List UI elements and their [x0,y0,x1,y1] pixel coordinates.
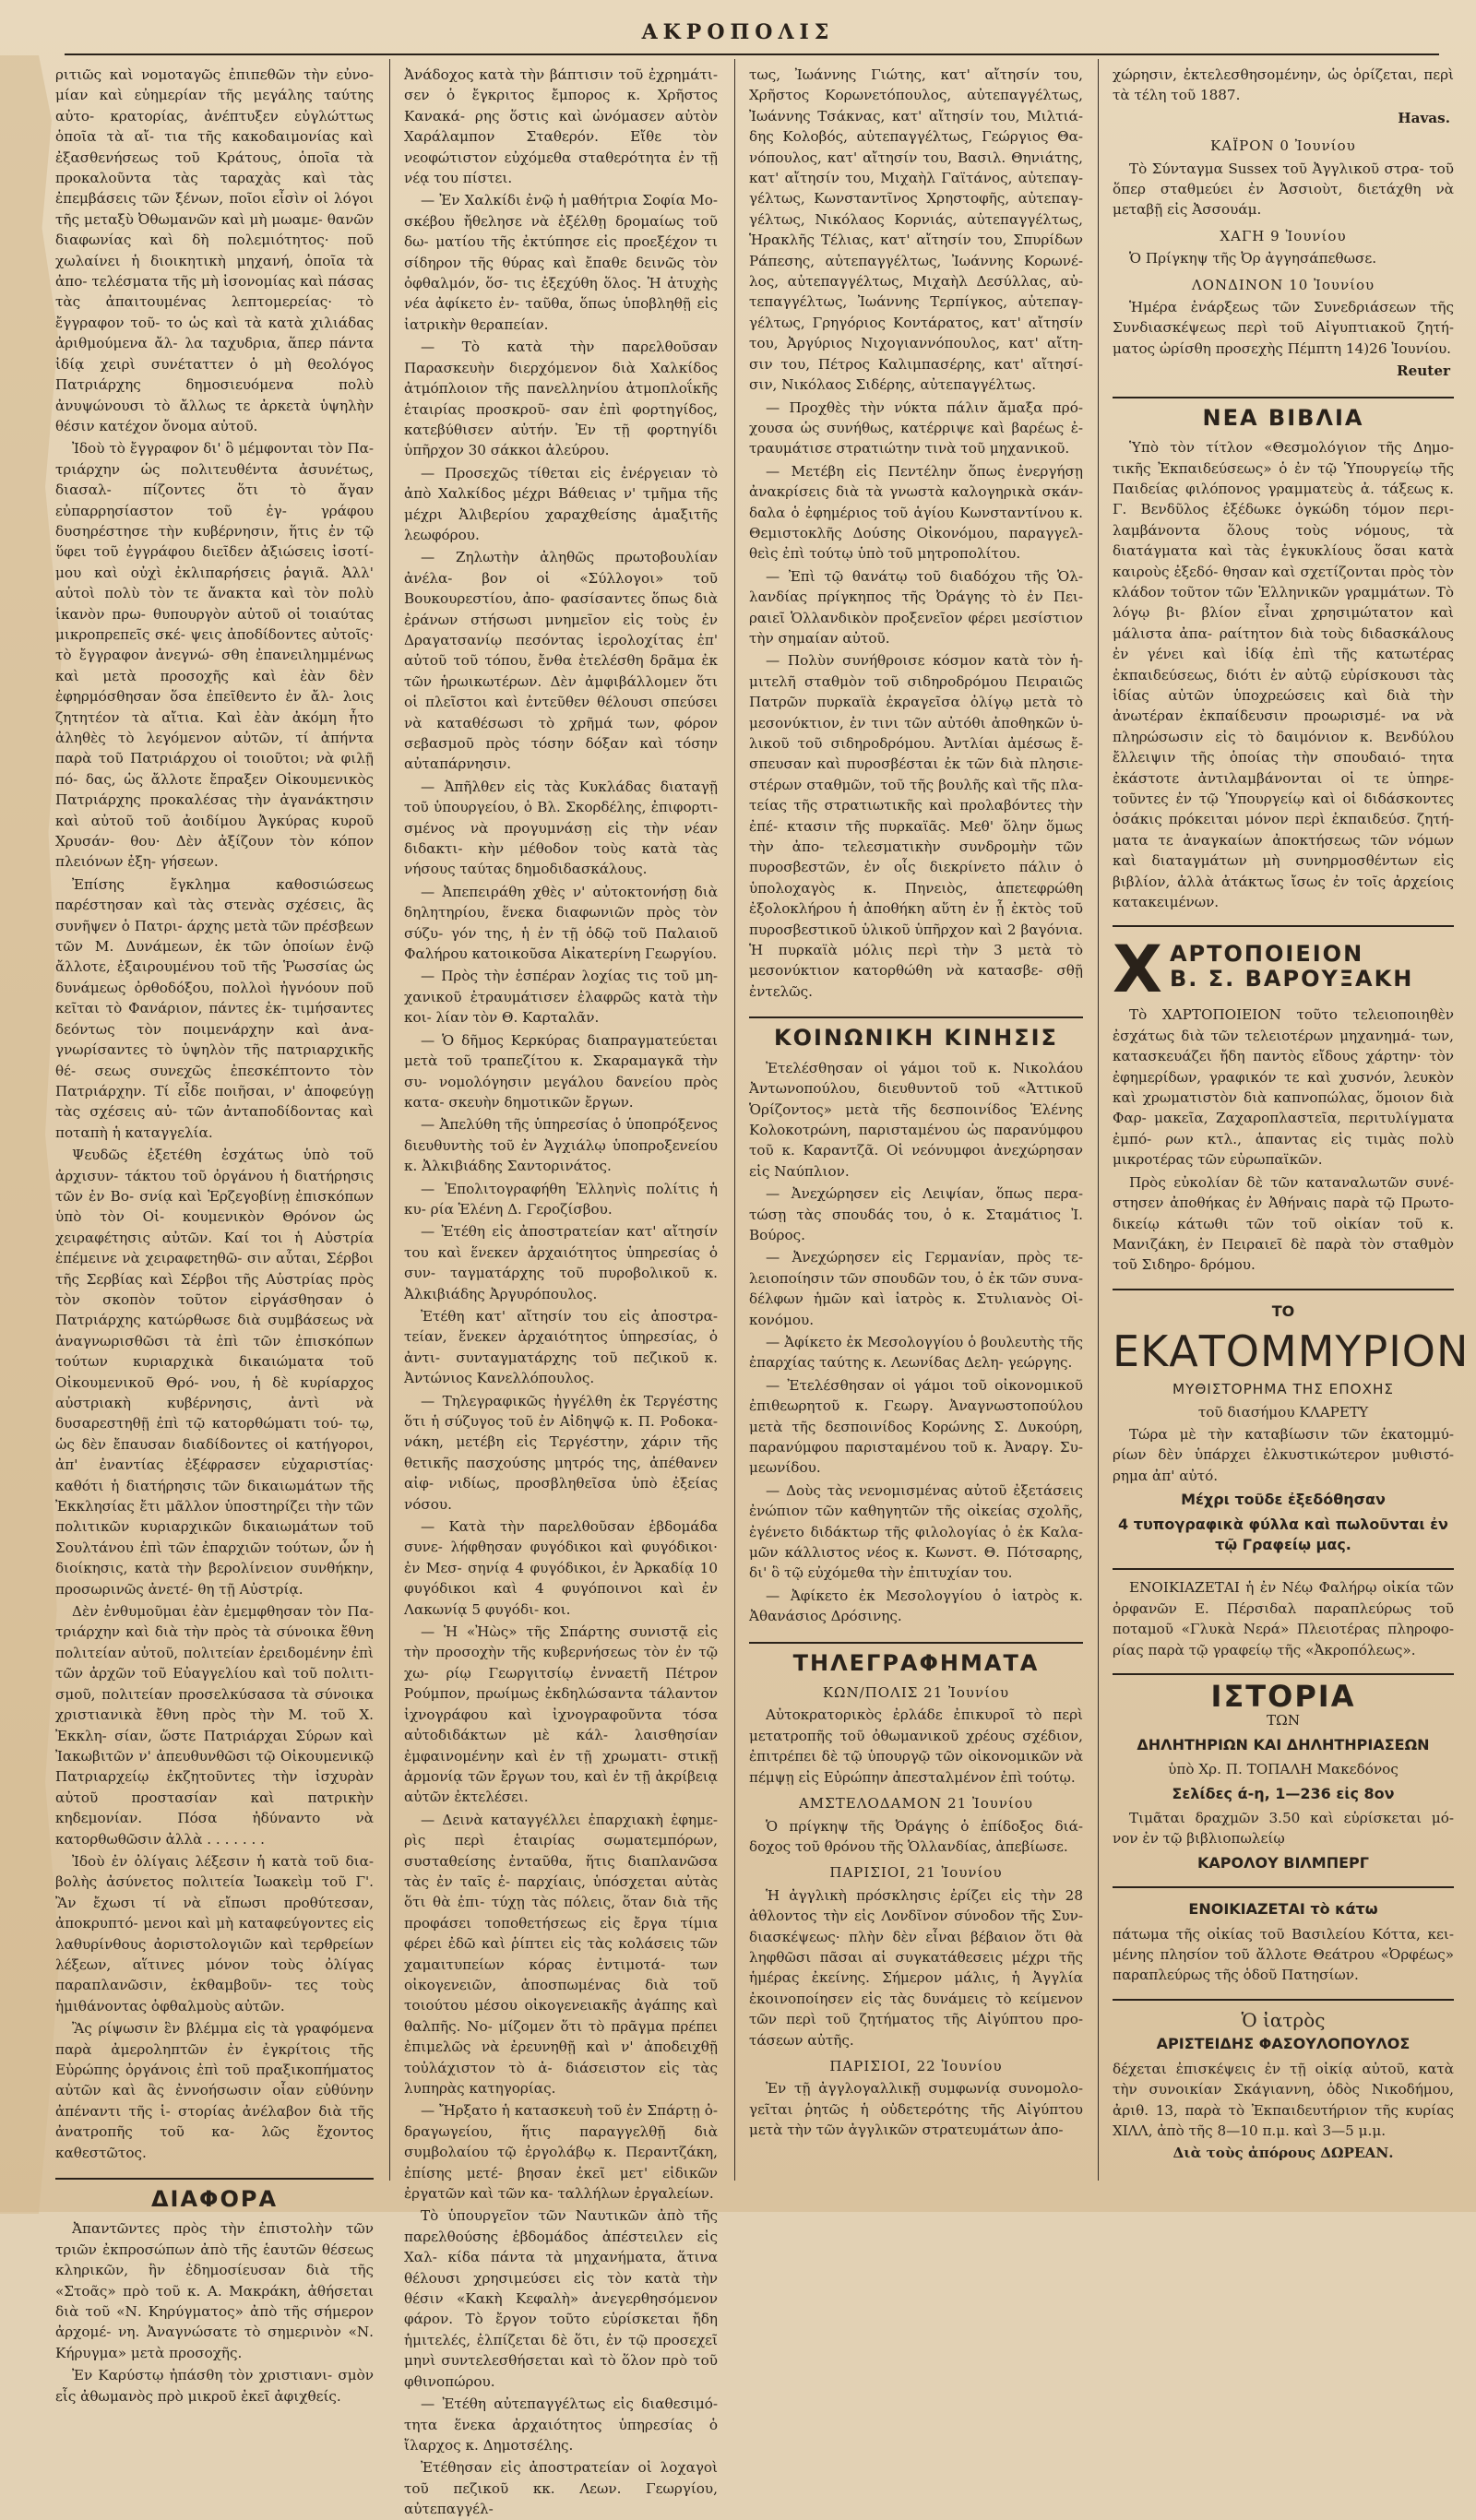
news-item: — Τηλεγραφικῶς ἠγγέλθη ἐκ Τεργέστης ὅτι ἡ σύζυγος τοῦ ἐν Αἰδηψῷ κ. Π. Ροδοκα- νάκη, μετέβη εἰς Τεργέστην, χάριν τῆς θετικῆς πασχούσης μητρός της, ἀπέθανεν αἰφ- νιδίως, προσβληθεῖσα ὑπὸ ἐξείας νόσου. [404,1392,718,1513]
ad-bookshop: ΚΑΡΟΛΟΥ ΒΙΛΜΠΕΡΓ [1197,1853,1369,1872]
ad-history-poisons [1113,1673,1454,1873]
news-item: — Ἐτέθη εἰς ἀποστρατείαν κατ' αἴτησίν του καὶ ἕνεκεν ἀρχαιότητος ὑπηρεσίας ὁ συν- ταγματάρχης τοῦ πυροβολικοῦ κ. Ἀλκιβιάδης Ἀργυρόπουλος. [404,1223,718,1302]
telegram-text: χώρησιν, ἐκτελεσθησομένην, ὡς ὁρίζεται, περὶ τὰ τέλη τοῦ 1887. [1113,66,1454,104]
news-item: — Τὸ κατὰ τὴν παρελθοῦσαν Παρασκευὴν διερχόμενον διὰ Χαλκίδος ἀτμόπλοιον τῆς πανελληνίου ἀτμοπλοΐκῆς ἑταιρίας προσκροῦ- σαν ἐπὶ φορτηγίδος, κατεβύθισεν αὐτήν. Ἐν τῇ φορτηγίδι ὑπῆρχον 30 σάκκοι ἀλεύρου. [404,339,718,459]
ad-rental-faliro [1113,1568,1454,1660]
ad-highlight: Μέχρι τοῦδε ἐξεδόθησαν [1181,1491,1386,1509]
social-item: — Δοὺς τὰς νενομισμένας αὐτοῦ ἐξετάσεις ἐνώπιον τῶν καθηγητῶν τῆς οἰκείας σχολῆς, ἐγένετο διδάκτωρ τῆς φιλολογίας ὁ ἐκ Καλα- μῶν κάλλιστος νέος κ. Κωνστ. Θ. Πότσαρης, δι' ὃ τῷ εὐχόμεθα τὴν ἐπιτυχίαν του. [749,1481,1083,1582]
column-1 [55,65,374,2405]
ad-title: ΙΣΤΟΡΙΑ [1210,1679,1356,1714]
social-item: — Ἀφίκετο ἐκ Μεσολογγίου ὁ βουλευτὴς τῆς ἐπαρχίας ταύτης κ. Λεωνίδας Δελη- γεώργης. [749,1333,1083,1372]
telegram-dateline: ΛΟΝΔΙΝΟΝ 10 Ἰουνίου [1191,276,1375,293]
telegram-text: Ὁ Πρίγκηψ τῆς Ὀρ ἀγγησάπεθωσε. [1129,250,1377,267]
ad-dropcap: Χ [1113,932,1162,1008]
ad-text: ΕΝΟΙΚΙΑΖΕΤΑΙ ἡ ἐν Νέῳ Φαλήρῳ οἰκία τῶν ὀρφανῶν Ε. Πέρσιδαλ παραπλεύρως τοῦ ποταμοῦ «Γλυκὰ Νερά» Πλειοτέρας πληροφο- ρίας παρὰ τῷ γραφείῳ τῆς «Ἀκροπόλεως». [1113,1579,1454,1658]
news-item: — Ὁ δῆμος Κερκύρας διαπραγματεύεται μετὰ τοῦ τραπεζίτου κ. Σκαραμαγκᾶ τὴν συ- νομολόγησιν μεγάλου δανείου πρὸς κατα- σκευὴν δημοτικῶν ἔργων. [404,1031,718,1111]
column-divider [389,59,390,2181]
section-title-telegrafimata: ΤΗΛΕΓΡΑΦΗΜΑΤΑ [749,1642,1083,1673]
ad-pages: Σελίδες ά-η, 1—236 εἰς 8ον [1172,1784,1395,1802]
ad-heading: Ὁ ἰατρὸς [1241,2008,1326,2031]
news-item: Ἐτέθη κατ' αἴτησίν του εἰς ἀποστρα- τείαν, ἕνεκεν ἀρχαιότητος ὑπηρεσίας, ὁ ἀντι- συνταγματάρχης τοῦ πεζικοῦ κ. Ἀντώνιος Κανελλόπουλος. [404,1307,718,1387]
news-item: — Ἐπὶ τῷ θανάτῳ τοῦ διαδόχου τῆς Ὁλ- λανδίας πρίγκηπος τῆς Ὀράγης τὸ ἐν Πει- ραιεῖ Ὁλλανδικὸν προξενεῖον φέρει μεσίστιον τὴν σημαίαν αὐτοῦ. [749,567,1083,647]
article-paragraph: Ἰδοὺ ἐν ὀλίγαις λέξεσιν ἡ κατὰ τοῦ δια- βολὴς ἀσύνετος πολιτεία Ἰωακεὶμ τοῦ Γ'. Ἂν ἔχωσι τί νὰ εἴπωσι προθύτεσαν, ἀποκρυπτό- μενοι καὶ μὴ καταφεύγοντες εἰς λαθυρίνθους ἀοριστολογιῶν καὶ τερθρείων λέξεων, αἵτινες μόνον τοὺς ὀλίγας παραπλανῶσιν, ἐκθαμβοῦν- τες τοὺς ἡμιθάνοντας ὀφθαλμοὺς αὐτῶν. [55,1852,374,2015]
ad-subtitle: ΔΗΛΗΤΗΡΙΩΝ ΚΑΙ ΔΗΛΗΤΗΡΙΑΣΕΩΝ [1137,1735,1430,1753]
social-item: — Ἀφίκετο ἐκ Μεσολογγίου ὁ ἰατρὸς κ. Ἀθανάσιος Δρόσινης. [749,1587,1083,1625]
telegram-text: Ὁ πρίγκηψ τῆς Ὀράγης ὁ ἐπίδοξος διά- δοχος τοῦ θρόνου τῆς Ὁλλανδίας, ἀπεβίωσε. [749,1817,1083,1855]
news-item: — Ἡ «Ἠὼς» τῆς Σπάρτης συνιστᾷ εἰς τὴν προσοχὴν τῆς κυβερνήσεως τὸν ἐν τῷ χω- ρίῳ Γεωργιτσίῳ ἐνναετῆ Πέτρον Ρούμπον, πρωίμως ἐκδηλώσαντα τάλαντον ἰχνογράφου καὶ ἰχνογραφοῦντα τόσα αὐτοδιδάκτων μὲ κάλ- λαισθησίαν ἐμφαινομένην καὶ ἐν τῇ χρωματι- στικῇ ἁρμονίᾳ τῶν ἔργων του, καὶ ἐν τῇ ἀκρίβειᾳ αὐτῶν ἐκτελέσει. [404,1623,718,1806]
news-item: — Ἐπολιτογραφήθη Ἑλληνὶς πολίτις ἡ κυ- ρία Ἑλένη Δ. Γεροζίσβου. [404,1180,718,1218]
ad-word: ΤΩΝ [1266,1712,1300,1730]
news-item: — Ἐτέθη αὐτεπαγγέλτως εἰς διαθεσιμό- τητα ἕνεκα ἀρχαιότητος ὑπηρεσίας ὁ ἴλαρχος κ. Δημοτσέλης. [404,2395,718,2454]
news-item: — Πρὸς τὴν ἑσπέραν λοχίας τις τοῦ μη- χανικοῦ ἐτραυμάτισεν ἐλαφρῶς κατὰ τὴν κοι- λίαν τὸν Θ. Καρταλᾶν. [404,968,718,1027]
ad-novel [1113,1289,1470,1556]
ad-text: Τιμᾶται δραχμῶν 3.50 καὶ εὑρίσκεται μό- νον ἐν τῷ βιβλιοπωλείῳ [1113,1810,1454,1848]
ad-owner: Β. Σ. ΒΑΡΟΥΞΑΚΗ [1169,965,1414,992]
ad-doctor [1113,1999,1454,2164]
news-item: — Ἀπῆλθεν εἰς τὰς Κυκλάδας διαταγῇ τοῦ ὑπουργείου, ὁ Βλ. Σκορδέλης, ἐπιφορτι- σμένος νὰ προγυμνάσῃ εἰς τὴν νέαν διδακτι- κὴν μέθοδον τοὺς κατὰ τὰς νήσους ταύτας δημοδιδασκάλους. [404,778,718,878]
article-paragraph: Ἂς ρίψωσιν ἓν βλέμμα εἰς τὰ γραφόμενα παρὰ ἀμεροληπτῶν ἐν ἐγκρίτοις τῆς Εὐρώπης ὀργάνοις ἐπὶ τοῦ πραξικοπήματος αὐτῶν καὶ ἂς ἐννοήσωσιν οἷαν εὐθύνην ἀπέναντι τῆς ἱ- στορίας ἀνέλαβον διὰ τῆς ἀνατροπῆς τοῦ κα- λῶς ἔχοντος καθεστῶτος. [55,2020,374,2161]
ad-article: ΤΟ [1271,1302,1295,1320]
ad-heading: ΕΝΟΙΚΙΑΖΕΤΑΙ τὸ κάτω [1188,1900,1378,1919]
masthead: ΑΚΡΟΠΟΛΙΣ [641,20,835,44]
telegram-text: Τὸ Σύνταγμα Sussex τοῦ Ἀγγλικοῦ στρα- τοῦ ὅπερ σταθμεύει ἐν Ἀσσιοὺτ, διετάχθη νὰ μεταβῇ εἰς Ἀσσουάμ. [1113,160,1454,219]
news-item: — Προχθὲς τὴν νύκτα πάλιν ἄμαξα πρό- χουσα ὡς συνήθως, κατέρριψε καὶ βαρέως ἐ- τραυμάτισε στρατιώτην τινὰ τοῦ μηχανικοῦ. [749,398,1083,458]
ad-text: δέχεται ἐπισκέψεις ἐν τῇ οἰκίᾳ αὐτοῦ, κατὰ τὴν συνοικίαν Σκάγιαννη, ὁδὸς Νικοδήμου, ἀριθ. 13, παρὰ τὸ Ἐκπαιδευτήριον τῆς κυρίας ΧΙΛΛ, ἀπὸ τῆς 8—10 π.μ. καὶ 3—5 μ.μ. [1113,2060,1454,2139]
news-item: — Ἀπεπειράθη χθὲς ν' αὐτοκτονήσῃ διὰ δηλητηρίου, ἕνεκα διαφωνιῶν πρὸς τὸν σύζυ- γόν της, ἡ ἐν τῇ ὁδῷ τοῦ Παλαιοῦ Φαλήρου κατοικοῦσα Αἰκατερίνη Γεωργίου. [404,883,718,963]
ad-paper-mill [1113,925,1454,1275]
social-item: — Ἀνεχώρησεν εἰς Λειψίαν, ὅπως περα- τώσῃ τὰς σπουδάς του, ὁ κ. Σταμάτιος Ἰ. Βούρος. [749,1185,1083,1243]
news-item: — Ἐν Χαλκίδι ἐνῷ ἡ μαθήτρια Σοφία Μο- σκέβου ἤθελησε νὰ ἐξέλθῃ δρομαίως τοῦ δω- ματίου τῆς ἐκτύπησε εἰς προεξέχον τι σίδηρον τῆς θύρας καὶ ἔπαθε δεινῶς τὸν ὀφθαλμόν, ὅσ- τις ἐξεχύθη ὅλος. Ἡ ἀτυχὴς νέα ἀφίκετο ἐν- ταῦθα, ὅπως ὑποβληθῇ εἰς ἰατρικὴν θεραπείαν. [404,192,718,333]
news-item: τως, Ἰωάννης Γιώτης, κατ' αἴτησίν του, Χρῆστος Κορωνετόπουλος, αὐτεπαγγέλτως, Ἰωάννης Τσάκνας, κατ' αἴτησίν του, Μιλτιά- δης Κολοβός, αὐτεπαγγέλτως, Γεώργιος Θα- νόπουλος, κατ' αἴτησίν του, Βασιλ. Θηνιάτης, κατ' αἴτησίν του, Μιχαὴλ Γαϊτάνος, αὐτεπαγ- γέλτως, Κωνσταντῖνος Χρηστοφῆς, αὐτεπαγ- γέλτως, Νικόλαος Κορνιάς, αὐτεπαγγέλτως, Ἡρακλῆς Τέλιας, κατ' αἴτησίν του, Σπυρίδων Ράπεσης, αὐτεπαγγέλτως, Ἰωάννης Κορωνέ- λος, αὐτεπαγγέλτως, Μιχαὴλ Δεσύλλας, αὐ- τεπαγγέλτως, Ἰωάννης Τερπίγκος, αὐτεπαγ- γέλτως, Γρηγόριος Κοντάρατος, κατ' αἴτησίν του, Ἀργύριος Νιχογιαννόπουλος, κατ' αἴτη- σιν του, Πέτρος Καλιμπασέρης, κατ' αἴτησί- σιν, Νικόλαος Σιδέρης, αὐτεπαγγέλτως. [749,66,1083,394]
column-4 [1113,65,1470,2205]
ad-title: ΑΡΤΟΠΟΙΕΙΟΝ [1169,941,1364,968]
column-2 [404,65,718,2518]
article-paragraph: ριτιῶς καὶ νομοταγῶς ἐπιπεθῶν τὴν εὐνο- μίαν καὶ εὐημερίαν τῆς μεγάλης ταύτης αὐτο- κρατορίας, ἀνέπτυξεν εὐγλώττως ὁποῖα τὰ αἴ- τια τῆς κακοδαιμονίας καὶ ἐξασθενήσεως τοῦ Κράτους, ὁποῖα τὰ προκαλοῦντα τὰς ταραχὰς καὶ τὰς ἐπεμβάσεις τῶν ξένων, ποῖοι εἶσὶν οἱ λόγοι τῆς μεταξὺ Ὀθωμανῶν καὶ μὴ μωαμε- θανῶν διαφωνίας καὶ δὴ πολεμιότητος· ποῦ χωλαίνει ἡ διοικητικὴ μηχανή, ὁποῖα τὰ ἀπο- τελέσματα τῆς μὴ ἰσονομίας καὶ πάσας τὰς ἀπαιτουμένας λεπτομερείας· τὸ ἔγγραφον τοῦ- το ὡς καὶ τὰ κατὰ χιλιάδας ἀριθμούμενα ἄλ- λα ταχυδρια, ἅπερ πάντα ἰδίᾳ χειρὶ συνέταττεν ὁ μὴ θεολόγος Πατριάρχης δημοσιευόμενα πολὺ ἀνυψώνουσι τὸ ἄλλως τε ἀρκετὰ ὑψηλὴν θέσιν κατέχον ὄνομα αὐτοῦ. [55,66,374,434]
article-paragraph: Ψευδῶς ἐξετέθη ἐσχάτως ὑπὸ τοῦ ἀρχισυν- τάκτου τοῦ ὀργάνου ἡ διατήρησις τῶν ἐν Βο- σνίᾳ καὶ Ἑρζεγοβίνῃ ἐπισκόπων ὑπὸ τὸν Οἰ- κουμενικὸν Θρόνον ὡς χειραφέτησις αὐτῶν. Καί τοι ἡ Αὐστρία ἐπέμεινε νὰ χειραφετηθῶ- σιν αὗται, Σέρβοι τῆς Σερβίας καὶ Σέρβοι τῆς Αὐστρίας πρὸς τὸν σκοπὸν τοῦτον εἰργάσθησαν ὁ Πατριάρχης κατώρθωσε διὰ συμβάσεως νὰ ἀναγνωρισθῶσι τὰ ἐπὶ τῶν ἐπισκόπων τούτων κυριαρχικὰ δικαιώματα τοῦ Οἰκουμενικοῦ Θρό- νου, ἡ δὲ κυρίαρχος αὐστριακὴ κυβέρνησις, ἀντὶ νὰ δυσαρεστηθῇ ἐπὶ τῷ κατορθώματι τού- τῳ, ὡς δὲν ἔπαυσαν διαδίδοντες οἱ κατήγοροι, ἀπ' ἐναντίας ἐξέφρασεν εὐχαριστίας· καθότι ἡ διατήρησις τῶν δικαιωμάτων τῆς Ἐκκλησίας ἔτι μᾶλλον ὑποστηρίζει τὴν τῶν πολιτικῶν κυριαρχικῶν δικαιωμάτων τοῦ Σουλτάνου ἐπὶ τῶν ἐπαρχιῶν τούτων, ὧν ἡ διοίκησις, κατὰ τὴν βερολίνειον συνθήκην, προσωρινῶς ἀνετέ- θη τῇ Αὐστρίᾳ. [55,1147,374,1598]
news-item: — Ἤρξατο ἡ κατασκευὴ τοῦ ἐν Σπάρτῃ ὁ- δραγωγείου, ἥτις παραγγελθῇ διὰ συμβολαίου τῷ ἐργολάβῳ κ. Περαντζάκη, ἐπίσης μετέ- βησαν ἐκεῖ μετ' εἰδικῶν ἐργατῶν καὶ τῶν κα- ταλλήλων ἐργαλείων. [404,2102,718,2203]
ad-novel-title: ΕΚΑΤΟΜΜΥΡΙΟΝ [1113,1326,1470,1377]
news-item: — Μετέβη εἰς Πεντέλην ὅπως ἐνεργήσῃ ἀνακρίσεις διὰ τὰ γνωστὰ καλογηρικὰ σκάν- δαλα ὁ ἐφημέριος τοῦ ἁγίου Κωνσταντίνου κ. Θεμιστοκλῆς Δούσης Οἰκονόμου, παραγγελ- θεὶς ἐπὶ τούτῳ ὑπὸ τοῦ μητροπολίτου. [749,462,1083,563]
telegram-dateline: ΚΑΪΡΟΝ 0 Ἰουνίου [1210,137,1356,155]
column-divider [1098,59,1099,2181]
book-review: Ὑπὸ τὸν τίτλον «Θεσμολόγιον τῆς Δημο- τικῆς Ἐκπαιδεύσεως» ὁ ἐν τῷ Ὑπουργείῳ τῆς Παιδείας φιλόπονος γραμματεὺς ἀ. τάξεως κ. Γ. Βενδῦλος ἐξέδωκε ὀγκώδη τόμον περι- λαμβάνοντα ὅλους τοὺς νόμους, τὰ διατάγματα καὶ τὰς ἐγκυκλίους ὅσαι κατὰ καιροὺς ἐξεδό- θησαν καὶ σχετίζονται πρὸς τὸν κλάδον τοῦτον τῶν Ἑλληνικῶν γραμμάτων. Τὸ λόγῳ βι- βλίον εἶναι χρησιμώτατον καὶ μάλιστα ἀπα- ραίτητον διὰ τοὺς διδασκάλους ἐν γένει καὶ ἰδίᾳ ἐπὶ τῆς κατωτέρας ἐκπαιδεύσεως, διότι ἐν αὐτῷ εὑρίσκουσι τὰς ἰδίας αὐτῶν ὑποχρεώσεις καὶ διὰ τὴν ἀνωτέραν ἐκπαίδευσιν προωρισμέ- να νὰ πληρώσωσιν εἰς τὸ δαιμόνιον κ. Βενδύλου ἔλλειψιν τῆς ὁποίας τὴν σπουδαιό- τητα ἐκάστοτε ἀντιλαμβάνονται οἱ τε ὑπηρε- τοῦντες ἐν τῷ Ὑπουργείῳ καὶ οἱ διδάσκοντες ὁσάκις πρόκειται μόνον περὶ ἐκπαιδεύσ. ζητή- ματα τε ἀναγκαίων ἀποκτήσεως τῶν νόμων καὶ διαταγμάτων μὴ συνηρμοσθέντων εἰς βιβλίον, ἀλλὰ ἀτάκτως ἴσως ἐν τοῖς ἀρχείοις κατακειμένων. [1113,439,1454,911]
ad-subtitle: ΜΥΘΙΣΤΟΡΗΜΑ ΤΗΣ ΕΠΟΧΗΣ [1172,1381,1395,1398]
news-item: — Πολὺν συνήθροισε κόσμον κατὰ τὸν ἡ- μιτελῆ σταθμὸν τοῦ σιδηροδρόμου Πειραιῶς Πατρῶν πυρκαϊὰ ἐκραγεῖσα ὀλίγῳ μετὰ τὸ μεσονύκτιον, ἐν τινι τῶν αὐτόθι ἀποθηκῶν ὑ- λικοῦ τοῦ σιδηροδρόμου. Ἀντλίαι ἀμέσως ἔ- σπευσαν καὶ πυροσβέσται ἐκ τῶν διὰ πλησιε- στέρων σταθμῶν, τοῦ τῆς βουλῆς καὶ τῆς πλα- τείας τῆς στρατιωτικῆς καὶ προλαβόντες τὴν ἐπέ- κτασιν τῆς πυρκαϊᾶς. Μεθ' ὅλην ὅμως τὴν ἀπο- τελεσματικὴν συνδρομὴν τῶν πυροσβεστῶν, ἐν οἷς διεκρίνετο πάλιν ὁ ὑπολοχαγὸς κ. Πηνειὸς, ἀπετεφρώθη ἐξολοκλήρου ἡ ἀποθήκη αὕτη ἐν ᾗ ἐκτὸς τοῦ πυροσβεστικοῦ ὑλικοῦ ὑπῆρχον καὶ 2 βαγόνια. Ἡ πυρκαϊὰ μόλις περὶ τὴν 3 μετὰ τὸ μεσονύκτιον κατορθώθη νὰ κατασβε- σθῇ ἐντελῶς. [749,652,1083,1000]
ad-text: πάτωμα τῆς οἰκίας τοῦ Βασιλείου Κόττα, κει- μένης πλησίον τοῦ ἄλλοτε Θεάτρου «Ὀρφέως» παραπλεύρως τῆς ὁδοῦ Πατησίων. [1113,1925,1454,1984]
section-title-nea-vivlia: ΝΕΑ ΒΙΒΛΙΑ [1113,397,1454,428]
ad-text: Τὸ ΧΑΡΤΟΠΟΙΕΙΟΝ τοῦτο τελειοποιηθὲν ἐσχάτως διὰ τῶν τελειοτέρων μηχανημά- των, κατασκευάζει ἤδη παντὸς εἴδους χάρτην· τὸν ἐφημερίδων, γραφικόν τε καὶ χυσνόν, λευκὸν καὶ χρωματιστὸν διὰ καπνοπώλας, ὅμοιον διὰ Φαρ- μακεῖα, Ζαχαροπλαστεῖα, περιτυλίγματα ἐμπό- ρων κτλ., ἁπαντας εἰς τιμὰς πολὺ μικροτέρας τῶν εὐρωπαϊκῶν. [1113,1006,1454,1169]
news-item: — Ἀπελύθη τῆς ὑπηρεσίας ὁ ὑποπρόξενος διευθυντὴς τοῦ ἐν Ἀγχιάλῳ ὑποπροξενείου κ. Ἀλκιβιάδης Σαντορινάτος. [404,1116,718,1175]
column-divider [734,59,735,2181]
ad-free-note: Διὰ τοὺς ἀπόρους ΔΩΡΕΑΝ. [1172,2145,1394,2162]
news-item: — Κατὰ τὴν παρελθοῦσαν ἑβδομάδα συνε- λήφθησαν φυγόδικοι καὶ φυγόδικοι· ἐν Μεσ- σηνίᾳ 4 φυγόδικοι, ἐν Ἀρκαδίᾳ 10 φυγόδικοι καὶ 4 φυγόποινοι καὶ ἐν Λακωνίᾳ 5 φυγόδι- κοι. [404,1518,718,1618]
article-paragraph: Δὲν ἐνθυμοῦμαι ἐὰν ἐμεμφθησαν τὸν Πα- τριάρχην καὶ διὰ τὴν πρὸς τὰ σύνοικα ἔθνη πολιτείαν αὐτοῦ, πολιτείαν ἐρειδομένην ἐπὶ τῶν ἀρχῶν τοῦ Εὐαγγελίου καὶ τοῦ πολιτι- σμοῦ, πολιτείαν προσελκύσασα τὰ σύνοικα χριστιανικὰ ἔθνη πρὸς τὴν Μ. τοῦ Χ. Ἐκκλη- σίαν, ὥστε Πατριάρχαι Σύρων καὶ Ἰακωβιτῶν ν' ἀπευθυνθῶσι τῷ Οἰκουμενικῷ Πατριαρχείῳ ἐκζητοῦντες τὴν ἰσχυρὰν αὐτοῦ προστασίαν καὶ πατρικὴν κηδεμονίαν. Πόσα ἠδύναντο νὰ κατορθωθῶσιν ἀλλὰ . . . . . . . [55,1603,374,1848]
ad-highlight: 4 τυπογραφικὰ φύλλα καὶ πωλοῦνται ἐν τῷ Γραφείῳ μας. [1118,1515,1448,1553]
telegram-text: Ἡμέρα ἐνάρξεως τῶν Συνεδριάσεων τῆς Συνδιασκέψεως περὶ τοῦ Αἰγυπτιακοῦ ζητή- ματος ὡρίσθη προσεχὴς Πέμπτη 14)26 Ἰουνίου. [1113,299,1454,357]
telegram-text: Αὐτοκρατορικὸς ἐρλάδε ἐπικυροῖ τὸ περὶ μετατροπῆς τοῦ ὀθωμανικοῦ χρέους σχέδιον, ἐπιτρέπει δὲ τῷ ὑπουργῷ τῶν οἰκονομικῶν νὰ πέμψῃ εἰς Εὐρώπην ἀπεσταλμένον ἐπὶ τούτῳ. [749,1706,1083,1786]
telegram-text: Ἐν τῇ ἀγγλογαλλικῇ συμφωνίᾳ συνομολο- γεῖται ῥητῶς ἡ οὐδετερότης τῆς Αἰγύπτου μετὰ τὴν τῶν ἀγγλικῶν στρατευμάτων ἀπο- [749,2080,1083,2139]
ad-rental-kotta [1113,1886,1454,1986]
section-title-koinoniki: ΚΟΙΝΩΝΙΚΗ ΚΙΝΗΣΙΣ [749,1016,1083,1048]
news-item: Ἐν Καρύστῳ ἠπάσθη τὸν χριστιανι- σμὸν εἷς ἀθωμανὸς πρὸ μικροῦ ἐκεῖ ἀφιχθείς. [55,2367,374,2405]
telegram-dateline: ΠΑΡΙΣΙΟΙ, 21 Ἰουνίου [829,1864,1003,1882]
ad-author: ὑπὸ Χρ. Π. ΤΟΠΑΛΗ Μακεδόνος [1168,1761,1399,1778]
news-item: — Ζηλωτὴν ἀληθῶς πρωτοβουλίαν ἀνέλα- βον οἱ «Σύλλογοι» τοῦ Βουκουρεστίου, ἀπο- φασίσαντες ὅπως διὰ ἐράνων στήσωσι μνημεῖον εἰς τοὺς ἐν Δραγατσανίῳ πεσόντας ἱερολοχίτας ἐπ' αὐτοῦ τοῦ τόπου, ἔνθα ἐτελέσθη δρᾶμα ἐκ τῶν ἡρωικωτέρων. Δὲν ἀμφιβάλλομεν ὅτι οἱ πλεῖστοι καὶ ἐντεῦθεν θέλουσι σπεύσει νὰ καταθέσωσι τὸ χρῆμά των, φόρον σεβασμοῦ πρὸς τόσην δόξαν καὶ τόσην αὐταπάρνησιν. [404,549,718,773]
telegram-dateline: ΑΜΣΤΕΛΟΔΑΜΟΝ 21 Ἰουνίου [798,1795,1034,1813]
agency-byline: Reuter [1396,363,1450,380]
telegram-text: Ἡ ἀγγλικὴ πρόσκλησις ἐρίζει εἰς τὴν 28 ἀθλοντος τὴν εἰς Λονδῖνον σύνοδον τῆς Συν- διασκέψεως· πλὴν δὲν εἶναι βέβαιον ὅτι θὰ ληφθῶσι πᾶσαι αἱ συγκατάθεσεις μέχρι τῆς ἡμέρας ἐκείνης. Σήμερον μάλις, ἡ Ἀγγλία ἐκοινοποίησεν εἰς τὰς δυνάμεις τὸ κείμενον τῶν περὶ τοῦ ζητήματος τῆς Αἰγύπτου προ- τάσεων αὐτῆς. [749,1886,1083,2049]
telegram-dateline: ΚΩΝ/ΠΟΛΙΣ 21 Ἰουνίου [822,1684,1010,1702]
telegram-dateline: ΠΑΡΙΣΙΟΙ, 22 Ἰουνίου [829,2057,1003,2074]
news-item: Τὸ ὑπουργεῖον τῶν Ναυτικῶν ἀπὸ τῆς παρελθούσης ἑβδομάδος ἀπέστειλεν εἰς Χαλ- κίδα πάντα τὰ μηχανήματα, ἅτινα θέλουσι χρησιμεύσει εἰς τὸν κατὰ τὴν θέσιν «Κακὴ Κεφαλὴ» ἀνεγερθησόμενον φάρον. Τὸ ἔργον τοῦτο εὑρίσκεται ἤδη ἡμιτελές, ἐλπίζεται δὲ ὅτι, ἐν τῷ προσεχεῖ μηνὶ συντελεσθήσεται καὶ τὸ ὅλον πρὸ τοῦ φθινοπώρου. [404,2207,718,2390]
news-item: — Δεινὰ καταγγέλλει ἐπαρχιακὴ ἐφημε- ρὶς περὶ ἑταιρίας σωματεμπόρων, συσταθείσης ἐνταῦθα, ἥτις διαπλανῶσα τὰς ἐν ταῖς ἐ- παρχίαις, ὑπόσχεται αὐτὰς ὅτι θὰ ἐπι- τύχῃ τὰς πόλεις, ὅταν διὰ τῆς προφάσει τοποθετήσεως εἰς ἔργα τίμια φέρει ἐδῶ καὶ ῥίπτει εἰς τὰς κολάσεις τῶν χαμαιτυπείων κόρας ἐντιμοτά- των οἰκογενειῶν, ἀποσπωμένας διὰ τοῦ τοιούτου μέσου οἰκογενειακῆς ἀγάπης καὶ θαλπῆς. Νο- μίζομεν ὅτι τὸ πρᾶγμα πρέπει ἐπιμελῶς νὰ ἐρευνηθῇ καὶ ν' ἀποδειχθῇ τοὐλάχιστον τὸ ἀ- διάσειστον εἰς τὰς λυπηρὰς κατηγορίας. [404,1811,718,2097]
article-paragraph: Ἐπίσης ἔγκλημα καθοσιώσεως παρέστησαν καὶ τὰς στενὰς σχέσεις, ἃς συνῆψεν ὁ Πατρι- άρχης μετὰ τῶν πρέσβεων τῶν Μ. Δυνάμεων, ἐκ τῶν ὁποίων ἐνῷ ἄλλοτε, ἐξαιρουμένου τοῦ τῆς Ῥωσσίας ὡς δυνάμεως ὀρθοδόξου, πολλοὶ ἠγνόουν ποῦ κεῖται τὸ Φανάριον, πάντες ἐκ- τιμήσαντες δεόντως τὸν ποιμενάρχην καὶ ἀνα- γνωρίσαντες τὸ ὑψηλὸν τῆς πατριαρχικῆς θέ- σεως συνεχῶς ἐπεσκέπτοντο τὸν Πατριάρχην. Τί εἶδε ποιῆσαι, ν' ἀποφεύγῃ τὰς σχέσεις αὐ- τῶν ἀνταποδίδοντας καὶ ποταπὴ ἡ καταγγελία. [55,875,374,1141]
news-item: Ἐτέθησαν εἰς ἀποστρατείαν οἱ λοχαγοὶ τοῦ πεζικοῦ κκ. Λεων. Γεωργίου, αὐτεπαγγέλ- [404,2459,718,2518]
social-item: — Ἐτελέσθησαν οἱ γάμοι τοῦ οἰκονομικοῦ ἐπιθεωρητοῦ κ. Γεωργ. Ἀναγνωστοπούλου μετὰ τῆς δεσποινίδος Κορώνης Σ. Δυκούρη, παρανύμφου παρισταμένου τοῦ κ. Ἀναργ. Συ- μεωνίδου. [749,1376,1083,1477]
ad-text: Τώρα μὲ τὴν καταβίωσιν τῶν ἑκατομμύ- ρίων δὲν ὑπάρχει ἐλκυστικώτερον μυθιστό- ρημα ἀπ' αὐτό. [1113,1425,1454,1484]
news-item: — Προσεχῶς τίθεται εἰς ἐνέργειαν τὸ ἀπὸ Χαλκίδος μέχρι Βάθειας ν' τμῆμα τῆς μέχρι Ἀλιβερίου χαραχθείσης ἁμαξιτῆς λεωφόρου. [404,464,718,543]
social-item: Ἐτελέσθησαν οἱ γάμοι τοῦ κ. Νικολάου Ἀντωνοπούλου, διευθυντοῦ τοῦ «Ἀττικοῦ Ὁρίζοντος» μετὰ τῆς δεσποινίδος Ἑλένης Κολοκοτρώνη, παρισταμένου ὡς παρανύμφου τοῦ κ. Καραντζᾶ. Οἱ νεόνυμφοι ἀνεχώρησαν εἰς Ναύπλιον. [749,1059,1083,1180]
article-paragraph: Ἰδοὺ τὸ ἔγγραφον δι' ὃ μέμφονται τὸν Πα- τριάρχην ὡς πολιτευθέντα ἀσυνέτως, διασαλ- πίζοντες ὅτι τὸ ἄγαν εὐπαρρησίαστον τοῦ ἐγ- γράφου δυσηρέστησε τὴν κυβέρνησιν, ἥτις ἐν τῷ ὕφει τοῦ ἐγγράφου διεῖδεν ἀξιώσεις ἰσοτί- μου καὶ οὐχὶ ἐκλιπαρήσεις ῥαγιᾶ. Ἀλλ' αὐτοὶ πολὺ τὸν τε ἄνακτα καὶ τὸν πολὺ ἱκανὸν πρω- θυπουργὸν αὐτοῦ οἱ τοιαύτας μικροπρεπεῖς σκέ- ψεις ἀποδίδοντες αὐτοῖς· τὸ ἔγγραφον ἀνεγνώ- σθη ἐπανειλημμένως καὶ μετὰ προσοχῆς καὶ ἐὰν δὲν ἐφηρμόσθησαν ὅσα ἐπεῖθεντο ἐν ἄλ- λοις ζητητέον τὰ αἴτια. Καὶ ἐὰν ἀκόμη ἦτο ἀληθὲς τὸ λεγόμενον αὐτῶν, τί ἀπήντα παρὰ τοῦ Πατριάρχου οἱ τοιοῦτοι; νὰ φιλῇ πό- δας, ὡς ἄλλοτε ἔπραξεν Οἰκουμενικὸς Πατριάρχης προκαλέσας τὴν ἀγανάκτησιν καὶ αὐτοῦ τοῦ ἀοιδίμου Ἀγκύρας κυροῦ Χρυσάν- θου· Δὲν ἀξίζουν τὸν κόπον πλειόνων ἐξη- γήσεων. [55,440,374,871]
social-item: — Ἀνεχώρησεν εἰς Γερμανίαν, πρὸς τε- λειοποίησιν τῶν σπουδῶν του, ὁ ἐκ τῶν συνα- δέλφων ἡμῶν καὶ ἰατρὸς κ. Στυλιανὸς Οἰ- κονόμου. [749,1249,1083,1328]
agency-byline: Havas. [1398,109,1450,126]
news-item: Ἀπαντῶντες πρὸς τὴν ἐπιστολὴν τῶν τριῶν ἐκπροσώπων ἀπὸ τῆς ἑαυτῶν θέσεως κληρικῶν, ἣν ἐδημοσίευσαν διὰ τῆς «Στοᾶς» πρὸ τοῦ κ. Α. Μακράκη, ἀθήσεται διὰ τοῦ «Ν. Κηρύγματος» ἀπὸ τῆς σήμερον ἀρχομέ- νη. Ἀναγνώσατε τὸ σημερινὸν «Ν. Κήρυγμα» μετὰ προσοχῆς. [55,2220,374,2361]
ad-doctor-name: ΑΡΙΣΤΕΙΔΗΣ ΦΑΣΟΥΛΟΠΟΥΛΟΣ [1156,2035,1411,2053]
telegram-dateline: ΧΑΓΗ 9 Ἰουνίου [1220,227,1347,244]
ad-author: τοῦ διασήμου ΚΛΑΡΕΤΥ [1197,1403,1369,1420]
top-rule [65,53,1439,55]
news-item: Ἀνάδοχος κατὰ τὴν βάπτισιν τοῦ ἐχρημάτι- σεν ὁ ἔγκριτος ἔμπορος κ. Χρῆστος Κανακά- ρης ὅστις καὶ ὠνόμασεν αὐτὸν Χαράλαμπον Σταθερόν. Εἴθε τὸν νεοφώτιστον εὐχόμεθα σταθερότητα ἐν τῇ νέᾳ του πίστει. [404,66,718,187]
section-title-diafora: ΔΙΑΦΟΡΑ [55,2178,374,2209]
column-3 [749,65,1083,2186]
ad-text: Πρὸς εὐκολίαν δὲ τῶν καταναλωτῶν συνέ- στησεν ἀποθήκας ἐν Ἀθήναις παρὰ τῷ Πρωτο- δικείῳ κάτωθι τῶν τοῦ οἰκίαν τοῦ κ. Μανιζάκη, ἐν Πειραιεῖ δὲ παρὰ τὸν σταθμὸν τοῦ Σιδηρο- δρόμου. [1113,1173,1454,1274]
